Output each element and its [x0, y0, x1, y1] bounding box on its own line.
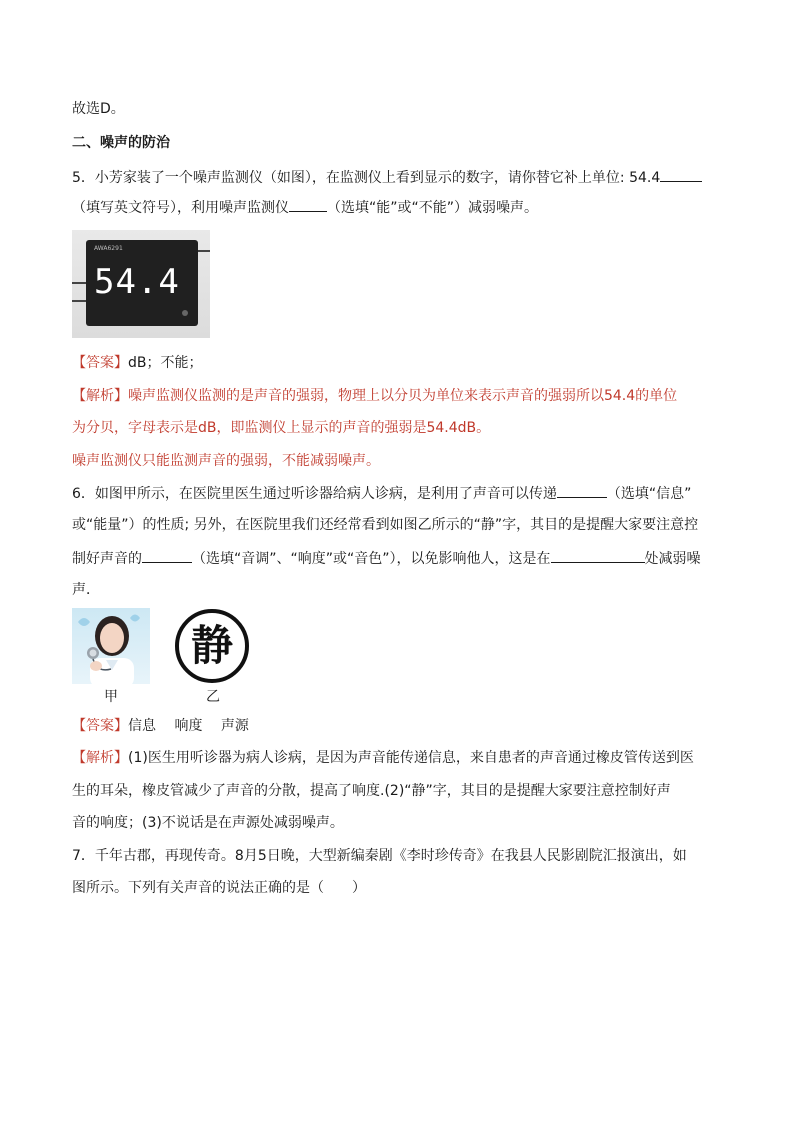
answer-blank — [660, 167, 702, 182]
question-text: （选填“信息” — [606, 486, 692, 502]
explanation-text: 噪声监测仪监测的是声音的强弱，物理上以分贝为单位来表示声音的强弱所以54.4的单位 — [128, 388, 678, 404]
explanation-6-line-2 — [72, 781, 671, 801]
question-5-line-1 — [72, 167, 702, 188]
quiet-sign-icon — [174, 608, 250, 684]
noise-monitor-image — [72, 230, 210, 338]
question-text: 制好声音的 — [72, 551, 142, 567]
explanation-text: 生的耳朵，橡皮管减少了声音的分散，提高了响度.(2)“静”字，其目的是提醒大家要注意控制好声 — [72, 783, 671, 799]
answer-6 — [72, 716, 249, 736]
explanation-6-line-1 — [72, 748, 694, 768]
question-7-line-2: 图所示。下列有关声音的说法正确的是（ ） — [72, 880, 366, 896]
explanation-text: (1)医生用听诊器为病人诊病，是因为声音能传递信息，来自患者的声音通过橡皮管传送到医 — [128, 750, 694, 766]
quiet-character: 静 — [190, 621, 234, 670]
explanation-6-line-3: 音的响度；(3)不说话是在声源处减弱噪声。 — [72, 815, 344, 831]
explanation-tag: 【解析】 — [72, 388, 128, 404]
explanation-5-line-3: 噪声监测仪只能监测声音的强弱，不能减弱噪声。 — [72, 453, 380, 469]
question-text: 6．如图甲所示，在医院里医生通过听诊器给病人诊病，是利用了声音可以传递 — [72, 486, 557, 502]
figure-caption-jia: 甲 — [104, 689, 118, 705]
text-line: 故选D。 — [72, 101, 125, 117]
question-text: （选填“能”或“不能”）减弱噪声。 — [327, 200, 539, 216]
answer-text: dB；不能； — [128, 355, 203, 371]
explanation-5-line-2: 为分贝，字母表示是dB，即监测仪上显示的声音的强弱是54.4dB。 — [72, 420, 491, 436]
question-6-line-2: 或“能量”）的性质; 另外，在医院里我们还经常看到如图乙所示的“静”字，其目的是提醒大家要注意控 — [72, 517, 699, 533]
monitor-device — [86, 240, 198, 326]
answer-tag: 【答案】 — [72, 355, 128, 371]
answer-text: 信息 响度 声源 — [128, 718, 249, 734]
answer-blank — [557, 483, 607, 498]
question-6-line-4: 声． — [72, 582, 100, 598]
question-5-line-2 — [72, 197, 538, 218]
answer-tag: 【答案】 — [72, 718, 128, 734]
explanation-tag: 【解析】 — [72, 750, 128, 766]
cable — [198, 250, 210, 252]
question-text: 处减弱噪 — [644, 551, 701, 567]
question-6-line-3 — [72, 548, 701, 569]
question-6-line-1 — [72, 483, 691, 504]
question-7-line-1: 7．千年古郡，再现传奇。8月5日晚，大型新编秦剧《李时珍传奇》在我县人民影剧院汇报演出，如 — [72, 848, 687, 864]
indicator-led — [182, 310, 188, 316]
monitor-readout: 54.4 — [94, 262, 180, 302]
section-heading: 二、噪声的防治 — [72, 135, 170, 151]
doctor-stethoscope-image — [72, 608, 150, 684]
figure-caption-yi: 乙 — [206, 689, 220, 705]
answer-blank — [142, 548, 192, 563]
doctor-illustration — [72, 608, 150, 684]
answer-blank — [551, 548, 645, 563]
answer-5 — [72, 353, 203, 373]
question-text: （选填“音调”、“响度”或“音色”），以免影响他人，这是在 — [192, 551, 551, 567]
monitor-brand: AWA6291 — [94, 245, 123, 252]
question-text: 5．小芳家装了一个噪声监测仪（如图），在监测仪上看到显示的数字，请你替它补上单位: 54.4 — [72, 170, 661, 186]
answer-blank — [289, 197, 327, 212]
explanation-5-line-1 — [72, 386, 677, 406]
question-text: （填写英文符号），利用噪声监测仪 — [72, 200, 289, 216]
